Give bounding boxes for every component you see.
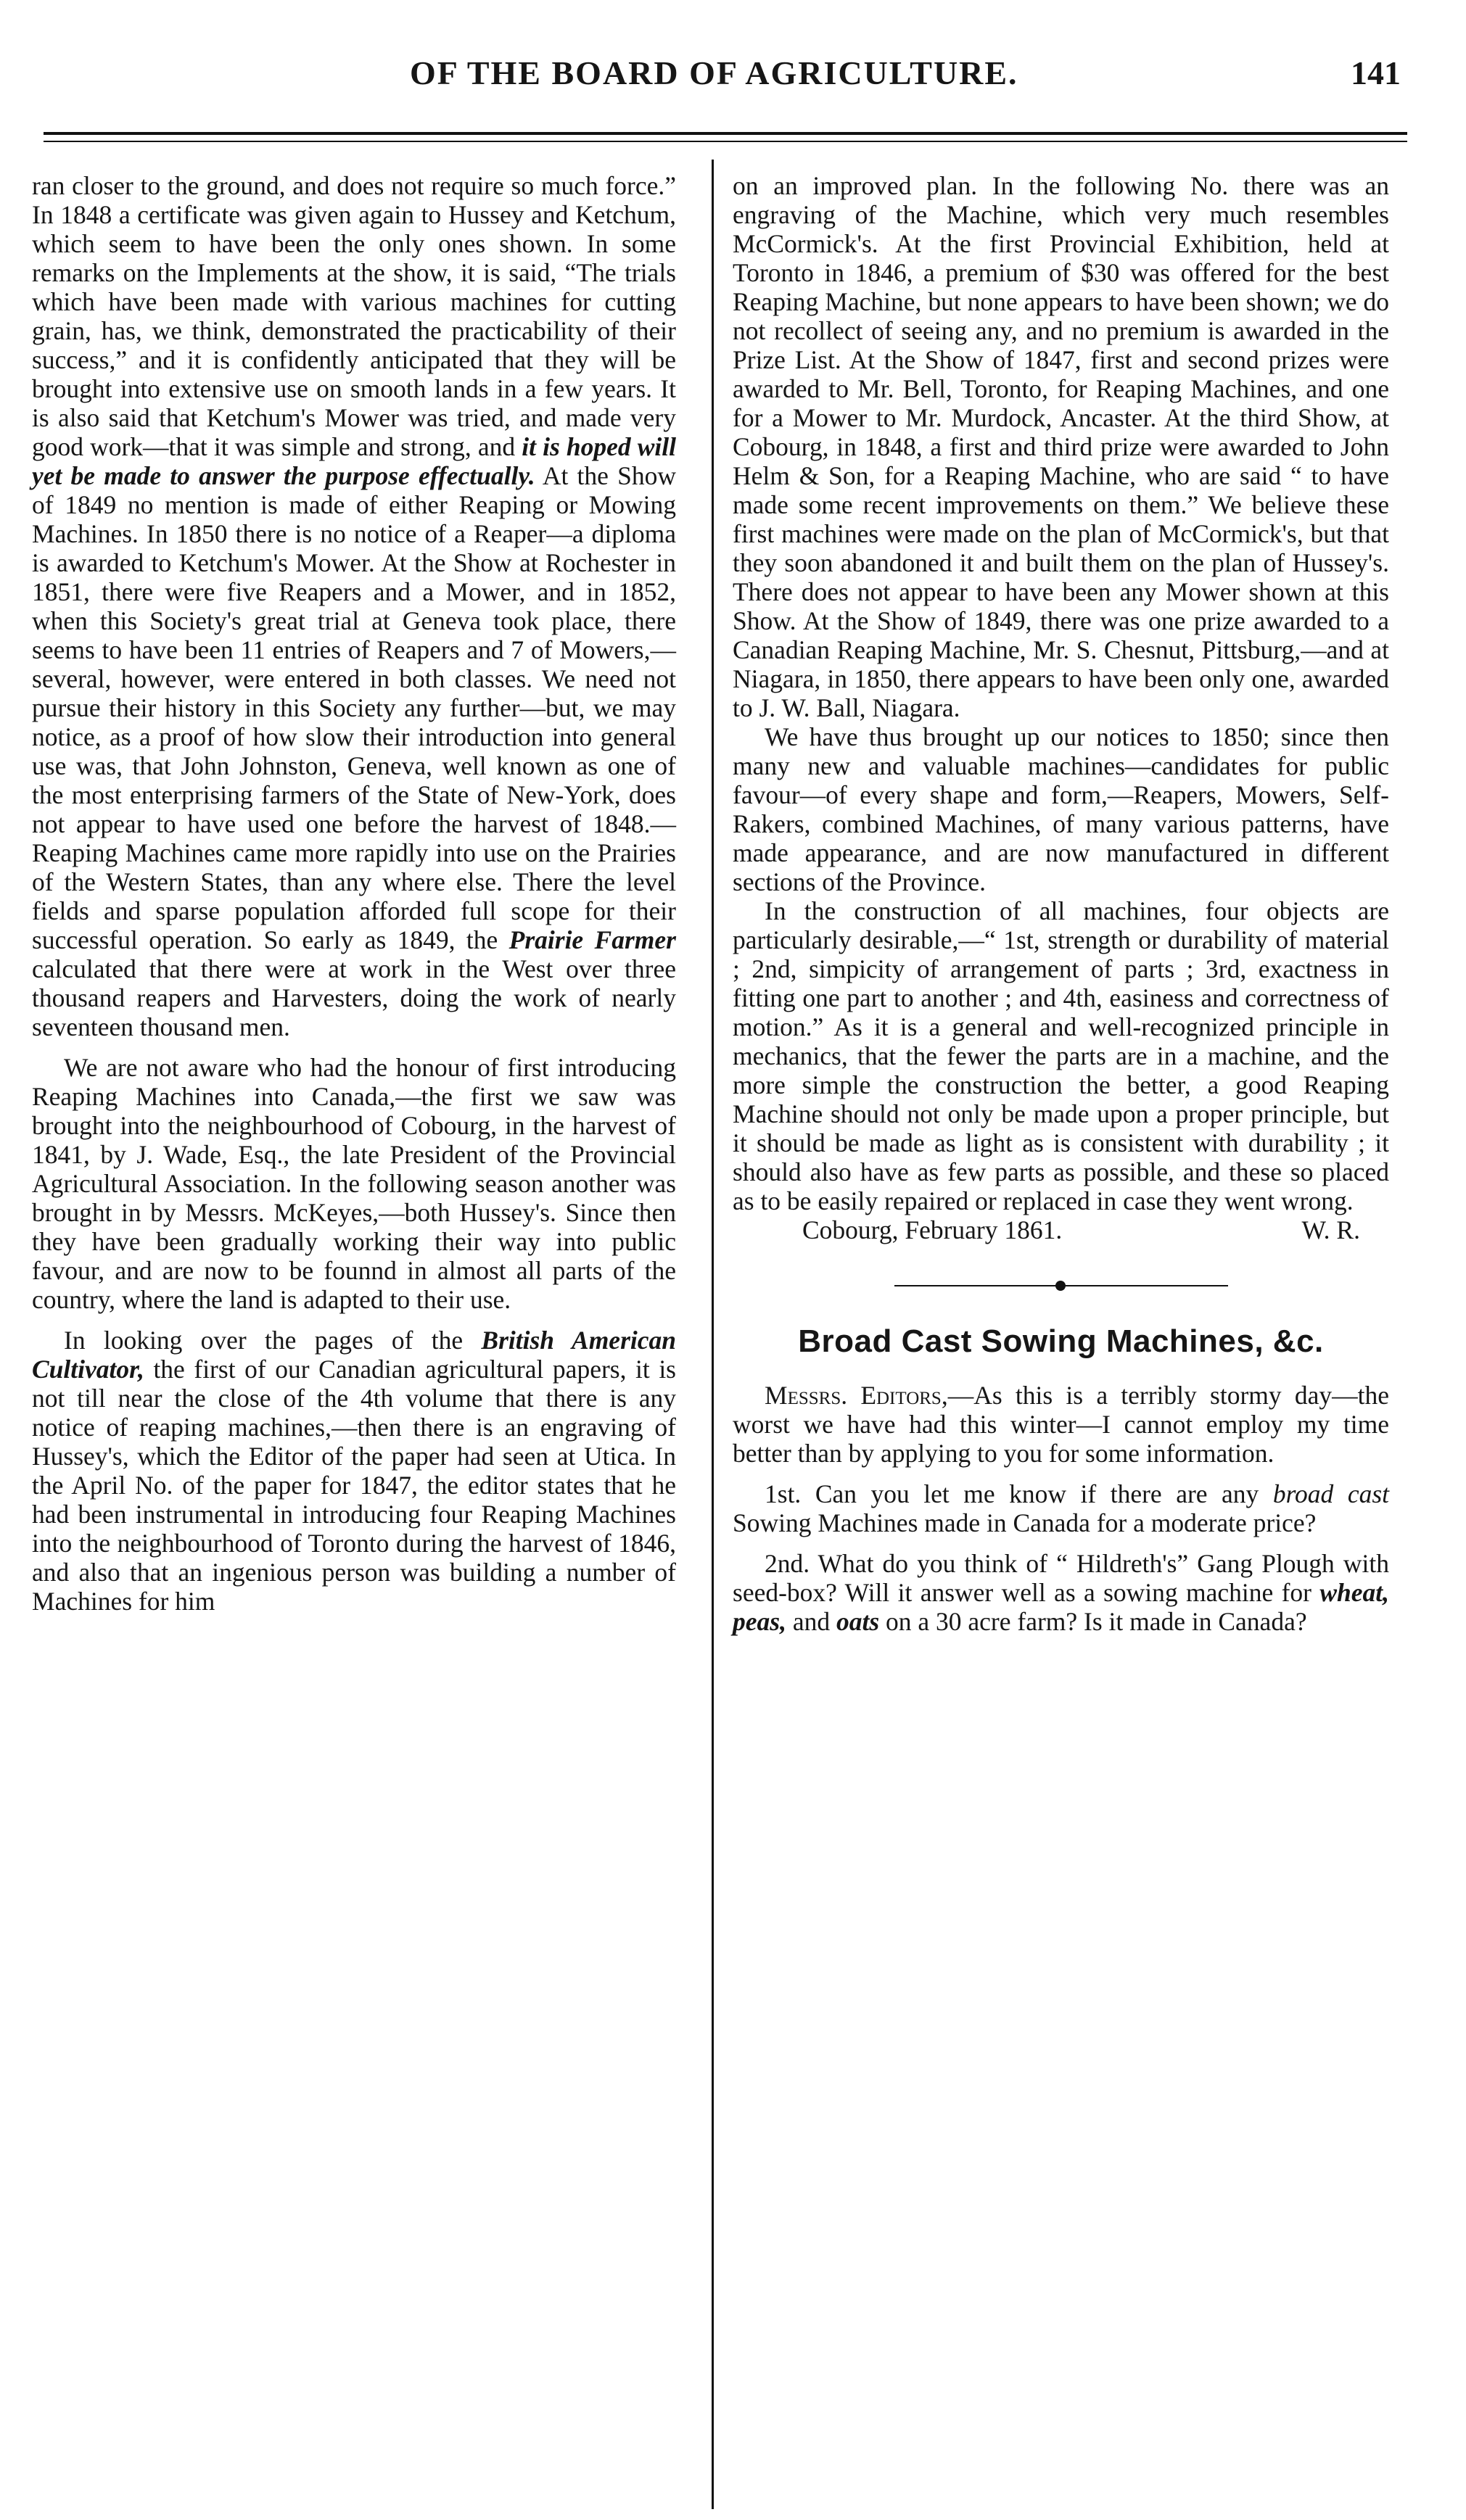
paragraph-gap xyxy=(32,1314,676,1326)
paragraph-text: In the construction of all machines, four objects are particularly desirable,—“ 1st, strength or durability of material ; 2nd, simpicity of arrangement of parts ; 3rd, exactness in fitting one part to another ; and 4th, easiness and correctness of motion.” As it is a general and well-recognized principle in mechanics, that the fewer the parts are in a machine, and the more simple the construction the better, a good Reaping Machine should not only be made upon a proper principle, but it should be made as light as is consistent with durability ; it should also have as few parts as possible, and these so placed as to be easily repaired or replaced in case they went wrong. xyxy=(733,896,1389,1215)
column-divider xyxy=(712,160,714,2509)
paragraph-text: calculated that there were at work in the West over three thousand reapers and Harvesters, doing the work of nearly seventeen thousand men. xyxy=(32,954,676,1041)
publication-title: British American Cultivator, xyxy=(32,1326,676,1384)
crop-oats: oats xyxy=(836,1607,880,1636)
right-column xyxy=(733,171,1389,1636)
dateline: Cobourg, February 1861. xyxy=(802,1215,1063,1244)
paragraph-text: Sowing Machines made in Canada for a moderate price? xyxy=(733,1508,1317,1537)
question-paragraph xyxy=(733,1549,1389,1636)
paragraph-text: At the Show of 1849 no mention is made of either Reaping or Mowing Machines. In 1850 there is no notice of a Reaper—a diploma is awarded to Ketchum's Mower. At the Show at Rochester in 1851, there were five Reapers and a Mower, and in 1852, when this Society's great trial at Geneva took place, there seems to have been 11 entries of Reapers and 7 of Mowers,—several, however, were entered in both classes. We need not pursue their history in this Society any further—but, we may notice, as a proof of how slow their introduction into general use was, that John Johnston, Geneva, well known as one of the most enterprising farmers of the State of New-York, does not appear to have used one before the harvest of 1848.—Reaping Machines came more rapidly into use on the Prairies of the Western States, than any where else. There the level fields and sparse population afforded full scope for their successful operation. So early as 1849, the xyxy=(32,461,676,954)
paragraph-gap xyxy=(733,1537,1389,1549)
paragraph-text: on a 30 acre farm? Is it made in Canada? xyxy=(879,1607,1307,1636)
paragraph-text: and xyxy=(786,1607,836,1636)
paragraph-gap xyxy=(32,1041,676,1053)
paragraph-text: In looking over the pages of the xyxy=(64,1326,482,1355)
page-number: 141 xyxy=(1351,54,1401,91)
crop-peas: peas, xyxy=(733,1607,786,1636)
paragraph-gap xyxy=(733,1468,1389,1479)
paragraph-text: —As this is a terribly stormy day—the worst we have had this winter—I cannot employ my time better than by applying to you for some information. xyxy=(733,1381,1389,1468)
emphasis-text: broad cast xyxy=(1272,1479,1390,1508)
article-paragraph xyxy=(32,171,676,1041)
crop-wheat: wheat, xyxy=(1319,1578,1389,1607)
paragraph-text: on an improved plan. In the following No. there was an engraving of the Machine, which very much resembles McCormick's. At the first Provincial Exhibition, held at Toronto in 1846, a premium of $30 was offered for the best Reaping Machine, but none appears to have been shown; we do not recollect of seeing any, and no premium is awarded in the Prize List. At the Show of 1847, first and second prizes were awarded to Mr. Bell, Toronto, for Reaping Machines, and one for a Mower to Mr. Murdock, Ancaster. At the third Show, at Cobourg, in 1848, a first and third prize were awarded to John Helm & Son, for a Reaping Machine, who are said “ to have made some recent improvements on them.” We believe these first machines were made on the plan of McCormick's, but that they soon abandoned it and built them on the plan of Hussey's. There does not appear to have been any Mower shown at this Show. At the Show of 1849, there was one prize awarded to a Canadian Reaping Machine, Mr. S. Chesnut, Pittsburg,—and at Niagara, in 1850, there appears to have been only one, awarded to J. W. Ball, Niagara. xyxy=(733,171,1389,722)
article-paragraph xyxy=(733,722,1389,896)
divider-dot-icon xyxy=(1055,1281,1066,1291)
publication-title: Prairie Farmer xyxy=(508,925,676,954)
article-paragraph xyxy=(32,1326,676,1616)
author-signature: W. R. xyxy=(1301,1215,1360,1244)
question-paragraph xyxy=(733,1479,1389,1537)
running-head: OF THE BOARD OF AGRICULTURE. xyxy=(410,54,1018,91)
article-paragraph xyxy=(32,1053,676,1314)
header-rule-thick xyxy=(44,132,1407,135)
letter-paragraph xyxy=(733,1381,1389,1468)
paragraph-text: 1st. Can you let me know if there are any xyxy=(765,1479,1273,1508)
salutation: Messrs. Editors, xyxy=(765,1381,948,1410)
article-paragraph xyxy=(733,171,1389,722)
paragraph-text: ran closer to the ground, and does not require so much force.” In 1848 a certificate was given again to Hussey and Ketchum, which seem to have been the only ones shown. In some remarks on the Implements at the show, it is said, “The trials which have been made with various machines for cutting grain, has, we think, demonstrated the practicability of their success,” and it is confidently anticipated that they will be brought into extensive use on smooth lands in a few years. It is also said that Ketchum's Mower was tried, and made very good work—that it was simple and strong, and xyxy=(32,171,676,461)
paragraph-text: We are not aware who had the honour of first introducing Reaping Machines into Canada,—the first we saw was brought into the neighbourhood of Cobourg, in the harvest of 1841, by J. Wade, Esq., the late President of the Provincial Agricultural Association. In the following season another was brought in by Messrs. McKeyes,—both Hussey's. Since then they have been gradually working their way into public favour, and are now to be founnd in almost all parts of the country, where the land is adapted to their use. xyxy=(32,1053,676,1314)
emphasis-text: it is hoped will yet be made to answer the purpose effectually. xyxy=(32,432,676,490)
paragraph-text: 2nd. What do you think of “ Hildreth's” Gang Plough with seed-box? Will it answer well as a sowing machine for xyxy=(733,1549,1389,1607)
section-divider xyxy=(894,1276,1228,1295)
page-header xyxy=(0,0,1466,109)
section-heading: Broad Cast Sowing Machines, &c. xyxy=(798,1323,1324,1359)
header-rule-thin xyxy=(44,141,1407,142)
left-column xyxy=(32,171,676,1616)
paragraph-text: We have thus brought up our notices to 1850; since then many new and valuable machines—candidates for public favour—of every shape and form,—Reapers, Mowers, Self-Rakers, combined Machines, of many various patterns, have made appearance, and are now manufactured in different sections of the Province. xyxy=(733,722,1389,896)
paragraph-text: the first of our Canadian agricultural papers, it is not till near the close of the 4th volume that there is any notice of reaping machines,—then there is an engraving of Hussey's, which the Editor of the paper had seen at Utica. In the April No. of the paper for 1847, the editor states that he had been instrumental in introducing four Reaping Machines into the neighbourhood of Toronto during the harvest of 1846, and also that an ingenious person was building a number of Machines for him xyxy=(32,1355,676,1616)
